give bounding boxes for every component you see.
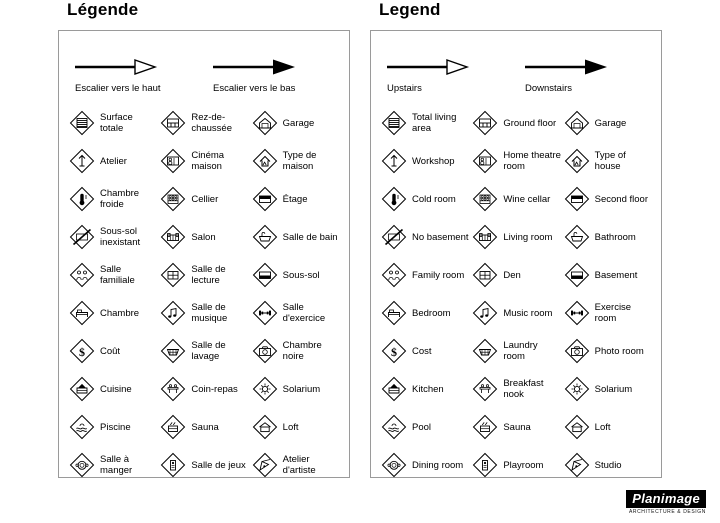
total-living-area-icon (381, 110, 407, 136)
bathroom-icon (564, 224, 590, 250)
legend-item (562, 332, 653, 370)
stairs-row (67, 41, 341, 100)
exercise-room-icon (564, 300, 590, 326)
laundry-room-icon (472, 338, 498, 364)
legend-item (250, 180, 341, 218)
legend-item (158, 180, 249, 218)
legend-item-label: Étage (282, 193, 308, 205)
photo-room-icon (252, 338, 278, 364)
laundry-room-icon (160, 338, 186, 364)
stairs-label: Escalier vers le haut (75, 83, 161, 94)
no-basement-icon (69, 224, 95, 250)
legend-item (379, 294, 470, 332)
bathroom-icon (252, 224, 278, 250)
legend-item (562, 180, 653, 218)
legend-item (158, 408, 249, 446)
dining-room-icon (381, 452, 407, 478)
legend-item-label: Loft (282, 421, 299, 433)
arrow-outline-right-icon (73, 55, 205, 79)
bedroom-icon (69, 300, 95, 326)
den-icon (160, 262, 186, 288)
home-theatre-icon (160, 148, 186, 174)
cold-room-icon (69, 186, 95, 212)
pool-icon (69, 414, 95, 440)
legend-item-label: Atelier (100, 155, 127, 167)
stairs-row (379, 41, 653, 100)
legend-item (379, 370, 470, 408)
legend-item (250, 446, 341, 484)
legend-item-label: Garage (594, 117, 627, 129)
second-floor-icon (252, 186, 278, 212)
legend-item (158, 142, 249, 180)
stairs-item (385, 55, 517, 94)
music-room-icon (160, 300, 186, 326)
legend-item-label: Piscine (100, 421, 131, 433)
legend-item-label: Sauna (503, 421, 531, 433)
legend-item (562, 104, 653, 142)
cost-icon (69, 338, 95, 364)
stairs-label: Escalier vers le bas (213, 83, 296, 94)
legend-item (250, 370, 341, 408)
legend-items (67, 104, 341, 484)
kitchen-icon (69, 376, 95, 402)
legend-item-label: Kitchen (412, 383, 444, 395)
legend-item-label: Wine cellar (503, 193, 551, 205)
stairs-label: Upstairs (387, 83, 422, 94)
ground-floor-icon (160, 110, 186, 136)
legend-item-label: Salle de lecture (191, 264, 226, 286)
garage-icon (252, 110, 278, 136)
legend-item-label: Exercise room (594, 302, 632, 324)
svg-text:$: $ (391, 345, 397, 359)
legend-item (250, 104, 341, 142)
legend-item-label: Family room (412, 269, 465, 281)
ground-floor-icon (472, 110, 498, 136)
legend-item-label: Total living area (412, 112, 457, 134)
legend-item (470, 180, 561, 218)
legend-item-label: Salle de musique (191, 302, 228, 324)
legend-item-label: Salle familiale (100, 264, 135, 286)
legend-item (470, 332, 561, 370)
legend-item-label: Bedroom (412, 307, 451, 319)
workshop-icon (69, 148, 95, 174)
legend-item (158, 446, 249, 484)
legend-item (562, 142, 653, 180)
legend-item-label: Atelier d'artiste (282, 454, 316, 476)
photo-room-icon (564, 338, 590, 364)
basement-icon (564, 262, 590, 288)
legend-item (250, 256, 341, 294)
legend-item-label: Den (503, 269, 521, 281)
legend-item (379, 180, 470, 218)
music-room-icon (472, 300, 498, 326)
page-title: Légende (67, 0, 139, 19)
workshop-icon (381, 148, 407, 174)
stairs-item (205, 55, 337, 94)
legend-item (67, 446, 158, 484)
type-of-house-icon (564, 148, 590, 174)
legend-item-label: Sous-sol (282, 269, 320, 281)
legend-item (67, 256, 158, 294)
legend-item-label: Playroom (503, 459, 544, 471)
dining-room-icon (69, 452, 95, 478)
breakfast-nook-icon (472, 376, 498, 402)
living-room-icon (160, 224, 186, 250)
legend-item (67, 180, 158, 218)
legend-item (158, 256, 249, 294)
total-living-area-icon (69, 110, 95, 136)
cold-room-icon (381, 186, 407, 212)
legend-item (379, 446, 470, 484)
sauna-icon (472, 414, 498, 440)
loft-icon (564, 414, 590, 440)
legend-item-label: Cellier (191, 193, 219, 205)
legend-item (470, 256, 561, 294)
legend-item (158, 218, 249, 256)
legend-item (158, 370, 249, 408)
legend-item (470, 104, 561, 142)
legend-item (562, 256, 653, 294)
legend-item-label: Type of house (594, 150, 626, 172)
legend-item-label: Salle d'exercice (282, 302, 326, 324)
legend-item-label: Home theatre room (503, 150, 561, 172)
legend-item-label: Sauna (191, 421, 219, 433)
legend-item-label: Dining room (412, 459, 464, 471)
exercise-room-icon (252, 300, 278, 326)
svg-text:$: $ (79, 345, 85, 359)
legend-item (470, 218, 561, 256)
legend-item-label: Surface totale (100, 112, 133, 134)
den-icon (472, 262, 498, 288)
legend-box (58, 30, 350, 478)
wine-cellar-icon (472, 186, 498, 212)
legend-item-label: Salle de lavage (191, 340, 226, 362)
arrow-outline-right-icon (385, 55, 517, 79)
living-room-icon (472, 224, 498, 250)
stairs-item (73, 55, 205, 94)
legend-item-label: Salon (191, 231, 216, 243)
legend-item-label: Studio (594, 459, 622, 471)
kitchen-icon (381, 376, 407, 402)
home-theatre-icon (472, 148, 498, 174)
legend-item (250, 142, 341, 180)
legend-item-label: Pool (412, 421, 432, 433)
legend-item-label: Solarium (282, 383, 321, 395)
no-basement-icon (381, 224, 407, 250)
legend-item-label: Photo room (594, 345, 644, 357)
legend-items (379, 104, 653, 484)
family-room-icon (69, 262, 95, 288)
sauna-icon (160, 414, 186, 440)
legend-item (562, 408, 653, 446)
wine-cellar-icon (160, 186, 186, 212)
legend-item (562, 446, 653, 484)
garage-icon (564, 110, 590, 136)
legend-item-label: Chambre (100, 307, 140, 319)
studio-icon (564, 452, 590, 478)
legend-item-label: Bathroom (594, 231, 636, 243)
legend-item-label: Workshop (412, 155, 455, 167)
legend-item (379, 332, 470, 370)
legend-item-label: Chambre noire (282, 340, 322, 362)
legend-item-label: Solarium (594, 383, 633, 395)
legend-item (562, 218, 653, 256)
legend-item (379, 142, 470, 180)
legend-item (470, 446, 561, 484)
legend-item-label: Breakfast nook (503, 378, 544, 400)
legend-item-label: Salle de jeux (191, 459, 246, 471)
legend-item (562, 370, 653, 408)
solarium-icon (252, 376, 278, 402)
legend-item-label: Cold room (412, 193, 456, 205)
legend-item-label: Music room (503, 307, 553, 319)
legend-item (67, 218, 158, 256)
logo (626, 490, 706, 515)
legend-item (67, 332, 158, 370)
type-of-house-icon (252, 148, 278, 174)
legend-item-label: Type de maison (282, 150, 317, 172)
legend-item-label: Coin-repas (191, 383, 238, 395)
legend-item (158, 294, 249, 332)
legend-item-label: Chambre froide (100, 188, 140, 210)
legend-item-label: Sous-sol inexistant (100, 226, 141, 248)
studio-icon (252, 452, 278, 478)
legend-item (67, 294, 158, 332)
legend-item (250, 294, 341, 332)
legend-item (562, 294, 653, 332)
legend-item (67, 104, 158, 142)
legend-item-label: Salle à manger (100, 454, 133, 476)
legend-item-label: No basement (412, 231, 469, 243)
bedroom-icon (381, 300, 407, 326)
legend-panel-french (58, 0, 370, 478)
logo-tagline: ARCHITECTURE & DESIGN (628, 509, 706, 515)
legend-item-label: Loft (594, 421, 611, 433)
cost-icon (381, 338, 407, 364)
arrow-filled-right-icon (523, 55, 649, 79)
legend-item (250, 218, 341, 256)
legend-item-label: Rez-de-chaussée (191, 112, 232, 134)
pool-icon (381, 414, 407, 440)
legend-item-label: Salle de bain (282, 231, 338, 243)
arrow-filled-right-icon (211, 55, 337, 79)
playroom-icon (160, 452, 186, 478)
legend-item-label: Laundry room (503, 340, 538, 362)
breakfast-nook-icon (160, 376, 186, 402)
legend-panel-english (370, 0, 682, 478)
logo-wordmark: Planimage (626, 490, 706, 508)
legend-item (379, 104, 470, 142)
legend-item (158, 104, 249, 142)
stairs-label: Downstairs (525, 83, 572, 94)
legend-item (470, 370, 561, 408)
legend-item-label: Second floor (594, 193, 648, 205)
legend-box (370, 30, 662, 478)
solarium-icon (564, 376, 590, 402)
legend-item (470, 294, 561, 332)
legend-item-label: Cinéma maison (191, 150, 225, 172)
legend-item (158, 332, 249, 370)
page-title: Legend (379, 0, 441, 19)
family-room-icon (381, 262, 407, 288)
legend-item-label: Cost (412, 345, 432, 357)
legend-item (470, 142, 561, 180)
legend-item (67, 408, 158, 446)
legend-item (250, 332, 341, 370)
playroom-icon (472, 452, 498, 478)
legend-item (67, 370, 158, 408)
legend-item (379, 218, 470, 256)
basement-icon (252, 262, 278, 288)
legend-item-label: Living room (503, 231, 553, 243)
legend-item (250, 408, 341, 446)
second-floor-icon (564, 186, 590, 212)
legend-item (470, 408, 561, 446)
legend-item-label: Garage (282, 117, 315, 129)
legend-item-label: Coût (100, 345, 121, 357)
legend-item-label: Basement (594, 269, 638, 281)
legend-item-label: Cuisine (100, 383, 132, 395)
legend-item (379, 256, 470, 294)
legend-item-label: Ground floor (503, 117, 557, 129)
legend-item (67, 142, 158, 180)
stairs-item (517, 55, 649, 94)
legend-item (379, 408, 470, 446)
loft-icon (252, 414, 278, 440)
